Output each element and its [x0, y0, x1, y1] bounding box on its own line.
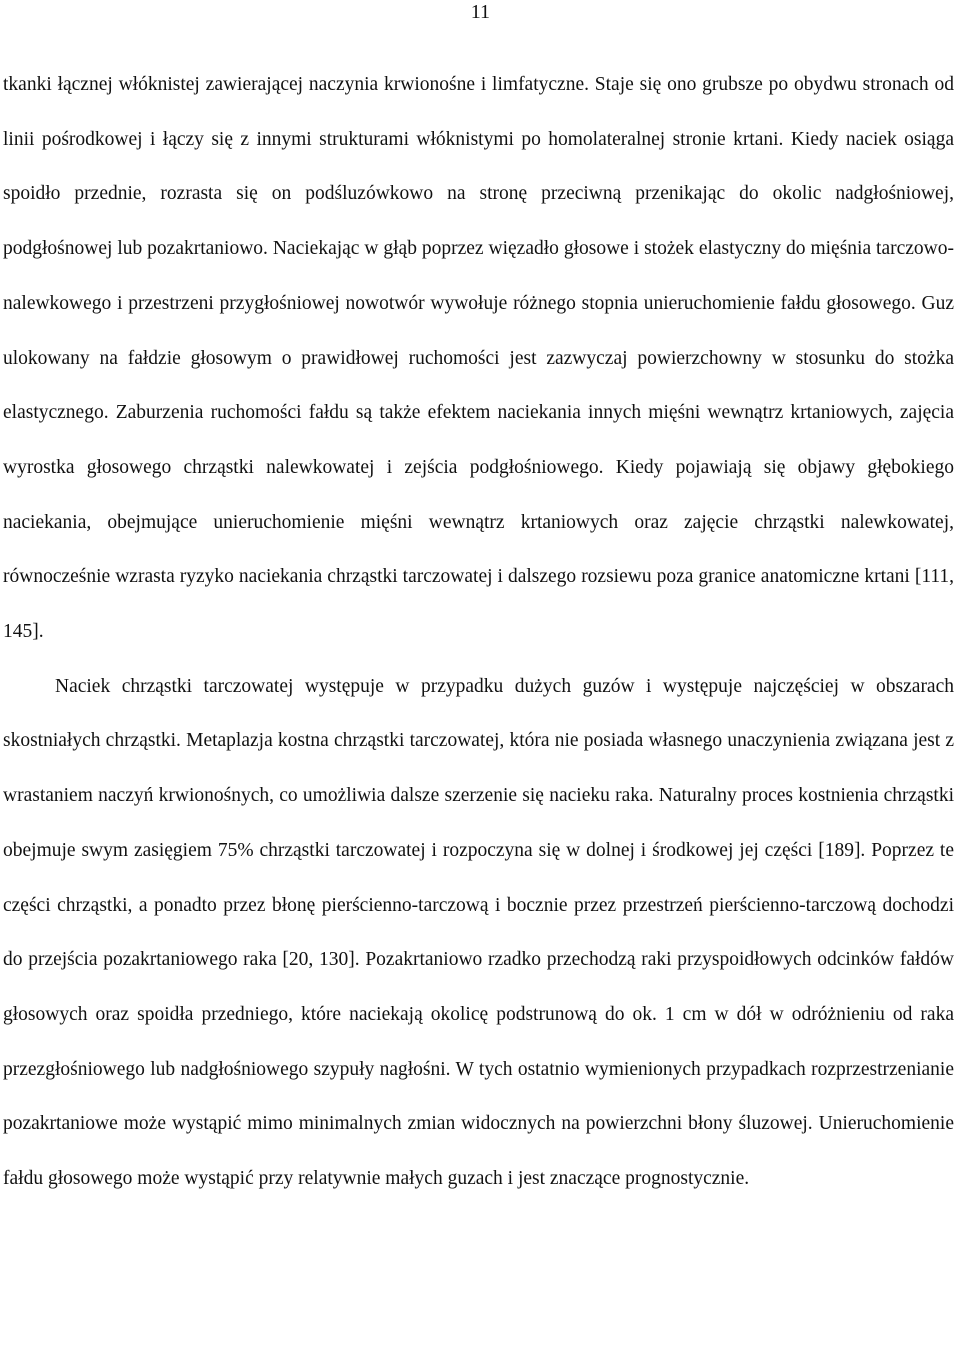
body-text — [3, 58, 954, 1207]
page-number: 11 — [470, 1, 490, 23]
paragraph: Naciek chrząstki tarczowatej występuje w przypadku dużych guzów i występuje najczęściej w obszarach skostniałych chrząstki. Metaplazja kostna chrząstki tarczowatej, która nie posiada własnego unaczynienia związana jest z wrastaniem naczyń krwionośnych, co umożliwia dalsze szerzenie się nacieku raka. Naturalny proces kostnienia chrząstki obejmuje swym zasięgiem 75% chrząstki tarczowatej i rozpoczyna się w dolnej i środkowej jej części [189]. Poprzez te części chrząstki, a ponadto przez błonę pierścienno-tarczową i bocznie przez przestrzeń pierścienno-tarczową dochodzi do przejścia pozakrtaniowego raka [20, 130]. Pozakrtaniowo rzadko przechodzą raki przyspoidłowych odcinków fałdów głosowych oraz spoidła przedniego, które naciekają okolicę podstrunową do ok. 1 cm w dół w odróżnieniu od raka przezgłośniowego lub nadgłośniowego szypuły nagłośni. W tych ostatnio wymienionych przypadkach rozprzestrzenianie pozakrtaniowe może wystąpić mimo minimalnych zmian widocznych na powierzchni błony śluzowej. Unieruchomienie fałdu głosowego może wystąpić przy relatywnie małych guzach i jest znaczące prognostycznie. — [3, 675, 954, 1190]
paragraph: tkanki łącznej włóknistej zawierającej naczynia krwionośne i limfatyczne. Staje się ono grubsze po obydwu stronach od linii pośrodkowej i łączy się z innymi strukturami włóknistymi po homolateralnej stronie krtani. Kiedy naciek osiąga spoidło przednie, rozrasta się on podśluzówkowo na stronę przeciwną przenikając do okolic nadgłośniowej, podgłośnowej lub pozakrtaniowo. Naciekając w głąb poprzez więzadło głosowe i stożek elastyczny do mięśnia tarczowo-nalewkowego i przestrzeni przygłośniowej nowotwór wywołuje różnego stopnia unieruchomienie fałdu głosowego. Guz ulokowany na fałdzie głosowym o prawidłowej ruchomości jest zazwyczaj powierzchowny w stosunku do stożka elastycznego. Zaburzenia ruchomości fałdu są także efektem naciekania innych mięśni wewnątrz krtaniowych, zajęcia wyrostka głosowego chrząstki nalewkowatej i zejścia podgłośniowego. Kiedy pojawiają się objawy głębokiego naciekania, obejmujące unieruchomienie mięśni wewnątrz krtaniowych oraz zajęcie chrząstki nalewkowatej, równocześnie wzrasta ryzyko naciekania chrząstki tarczowatej i dalszego rozsiewu poza granice anatomiczne krtani [111, 145]. — [3, 74, 954, 643]
